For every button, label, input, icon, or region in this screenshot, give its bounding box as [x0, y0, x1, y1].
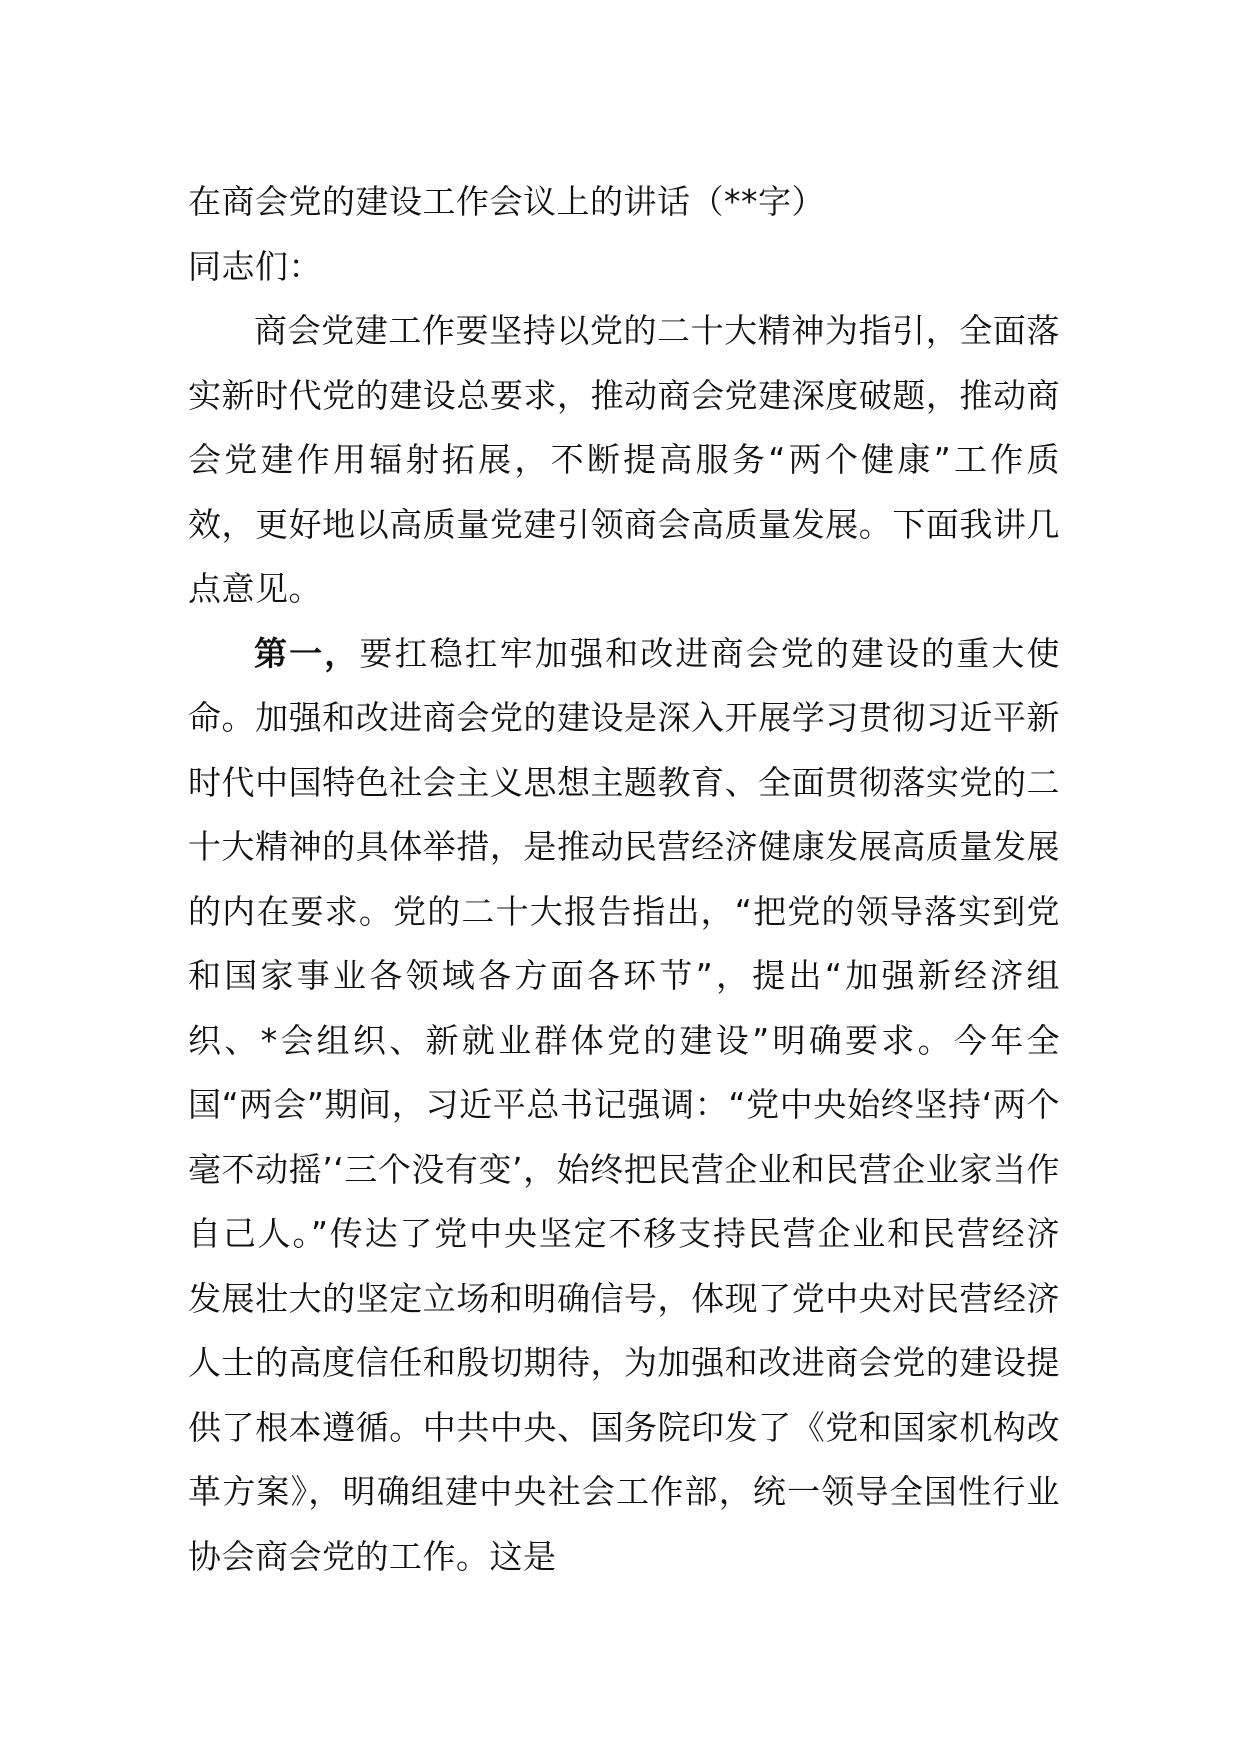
paragraph-first-point-lead: 第一， [254, 633, 360, 673]
salutation: 同志们： [188, 246, 322, 286]
paragraph-first-point [188, 622, 1060, 1590]
paragraph-intro [188, 299, 1060, 622]
paragraph-first-point-text: 要扛稳扛牢加强和改进商会党的建设的重大使命。加强和改进商会党的建设是深入开展学习贯彻习近平新时代中国特色社会主义思想主题教育、全面贯彻落实党的二十大精神的具体举措，是推动民营经济健康发展高质量发展的内在要求。党的二十大报告指出，“把党的领导落实到党和国家事业各领域各方面各环节”，提出“加强新经济组织、*会组织、新就业群体党的建设”明确要求。今年全国“两会”期间，习近平总书记强调：“党中央始终坚持‘两个毫不动摇’‘三个没有变’，始终把民营企业和民营企业家当作自己人。”传达了党中央坚定不移支持民营企业和民营经济发展壮大的坚定立场和明确信号，体现了党中央对民营经济人士的高度信任和殷切期待，为加强和改进商会党的建设提供了根本遵循。中共中央、国务院印发了《党和国家机构改革方案》，明确组建中央社会工作部，统一领导全国性行业协会商会党的工作。这是 [188, 633, 1061, 1576]
document-body [188, 170, 1060, 1589]
paragraph-intro-text: 商会党建工作要坚持以党的二十大精神为指引，全面落实新时代党的建设总要求，推动商会党建深度破题，推动商会党建作用辐射拓展，不断提高服务“两个健康”工作质效，更好地以高质量党建引领商会高质量发展。下面我讲几点意见。 [188, 311, 1060, 608]
speech-title: 在商会党的建设工作会议上的讲话（**字） [188, 182, 825, 221]
